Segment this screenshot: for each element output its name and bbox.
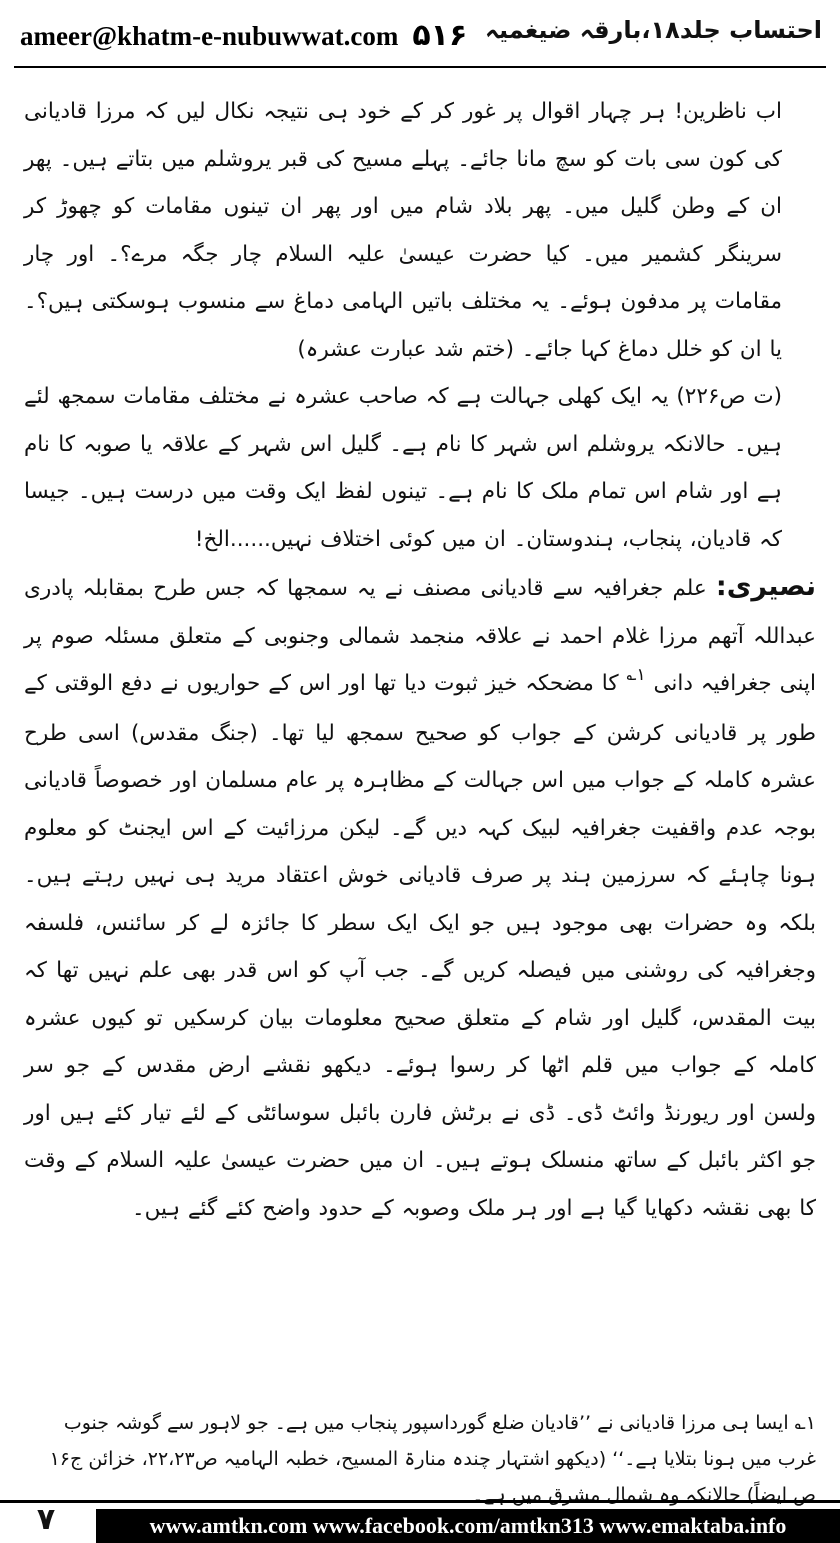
speaker-label: نصیری: bbox=[715, 571, 816, 602]
footnote-1: ۱؎ ایسا ہی مرزا قادیانی نے ’’قادیان ضلع گورداسپور پنجاب میں ہے۔ جو لاہور سے گوشہ جنوب غرب میں ہونا بتلایا ہے۔‘‘ (دیکھو اشتہار چندہ منارۃ المسیح، خطبہ الہامیہ ص۲۲،۲۳، خزائن ج۱۶ ص ایضاً) حالانکہ وہ شمال مشرق میں ہے۔ bbox=[49, 1412, 816, 1506]
footer-links: www.amtkn.com www.facebook.com/amtkn313 www.emaktaba.info bbox=[96, 1509, 840, 1543]
footnotes bbox=[24, 1405, 816, 1513]
paragraph-3-part-a: علم جغرافیہ سے قادیانی مصنف نے یہ سمجھا کہ جس طرح بمقابلہ پادری عبداللہ آتھم مرزا غلام احمد نے علاقہ منجمد شمالی وجنوبی کے متعلق مسئلہ صوم پر اپنی جغرافیہ دانی bbox=[24, 576, 816, 696]
header-email: ameer@khatm-e-nubuwwat.com bbox=[20, 21, 399, 51]
paragraph-3-part-b: کا مضحکہ خیز ثبوت دیا تھا اور اس کے حواریوں نے دفع الوقتی کے طور پر قادیانی کرشن کے جواب کو صحیح سمجھ لیا تھا۔ (جنگ مقدس) اسی طرح عشرہ کاملہ کے جواب میں اس جہالت کے مظاہرہ پر عام مسلمان اور خصوصاً قادیانی بوجہ عدم واقفیت جغرافیہ لبیک کہہ دیں گے۔ لیکن مرزائیت کے اس ایجنٹ کو معلوم ہونا چاہئے کہ سرزمین ہند پر صرف قادیانی خوش اعتقاد مرید ہی نہیں رہتے ہیں۔ بلکہ وہ حضرات بھی موجود ہیں جو ایک ایک سطر کا جائزہ لے کر سائنس، فلسفہ وجغرافیہ کی روشنی میں فیصلہ کریں گے۔ جب آپ کو اس قدر بھی علم نہیں تھا کہ بیت المقدس، گلیل اور شام کے متعلق صحیح معلومات بیان کرسکیں تو کیوں عشرہ کاملہ کے جواب میں قلم اٹھا کر رسوا ہوئے۔ دیکھو نقشے ارض مقدس کے جو سر ولسن اور ریورنڈ وائٹ ڈی۔ ڈی نے برٹش فارن بائبل سوسائٹی کے لئے تیار کئے ہیں اور جو اکثر بائبل کے ساتھ منسلک ہوتے ہیں۔ ان میں حضرت عیسیٰ علیہ السلام کے وقت کا بھی نقشہ دکھایا گیا ہے اور ہر ملک وصوبہ کے حدود واضح کئے گئے ہیں۔ bbox=[24, 671, 816, 1221]
main-text bbox=[24, 88, 816, 1232]
paragraph-2: (ت ص۲۲۶) یہ ایک کھلی جہالت ہے کہ صاحب عشرہ نے مختلف مقامات سمجھ لئے ہیں۔ حالانکہ یروشلم اس شہر کا نام ہے۔ گلیل اس شہر کے علاقہ یا صوبہ کا نام ہے اور شام اس تمام ملک کا نام ہے۔ تینوں لفظ ایک وقت میں درست ہیں۔ جیسا کہ قادیان، پنجاب، ہندوستان۔ ان میں کوئی اختلاف نہیں......الخ! bbox=[24, 384, 782, 552]
header-divider bbox=[14, 66, 826, 68]
page-footer bbox=[0, 1500, 840, 1543]
header-left bbox=[20, 18, 467, 53]
paragraph-1: اب ناظرین! ہر چہار اقوال پر غور کر کے خود ہی نتیجہ نکال لیں کہ مرزا قادیانی کی کون سی بات کو سچ مانا جائے۔ پہلے مسیح کی قبر یروشلم میں بتاتے ہیں۔ پھر ان کے وطن گلیل میں۔ پھر بلاد شام میں اور پھر ان تینوں مقامات کو چھوڑ کر سرینگر کشمیر میں۔ کیا حضرت عیسیٰ علیہ السلام چار جگہ مرے؟۔ اور چار مقامات پر مدفون ہوئے۔ یہ مختلف باتیں الہامی دماغ سے منسوب ہوسکتی ہیں؟۔ یا ان کو خلل دماغ کہا جائے۔ (ختم شد عبارت عشرہ) bbox=[24, 99, 782, 362]
paragraph-3 bbox=[24, 563, 816, 1232]
footnote-reference: ۱؎ bbox=[626, 665, 646, 685]
book-title: احتساب جلد۱۸،بارقہ ضیغمیہ bbox=[484, 16, 822, 44]
page-number: ۵۱۶ bbox=[412, 18, 468, 53]
page-header bbox=[0, 0, 840, 86]
footer-mark: ۷ bbox=[36, 1502, 56, 1537]
